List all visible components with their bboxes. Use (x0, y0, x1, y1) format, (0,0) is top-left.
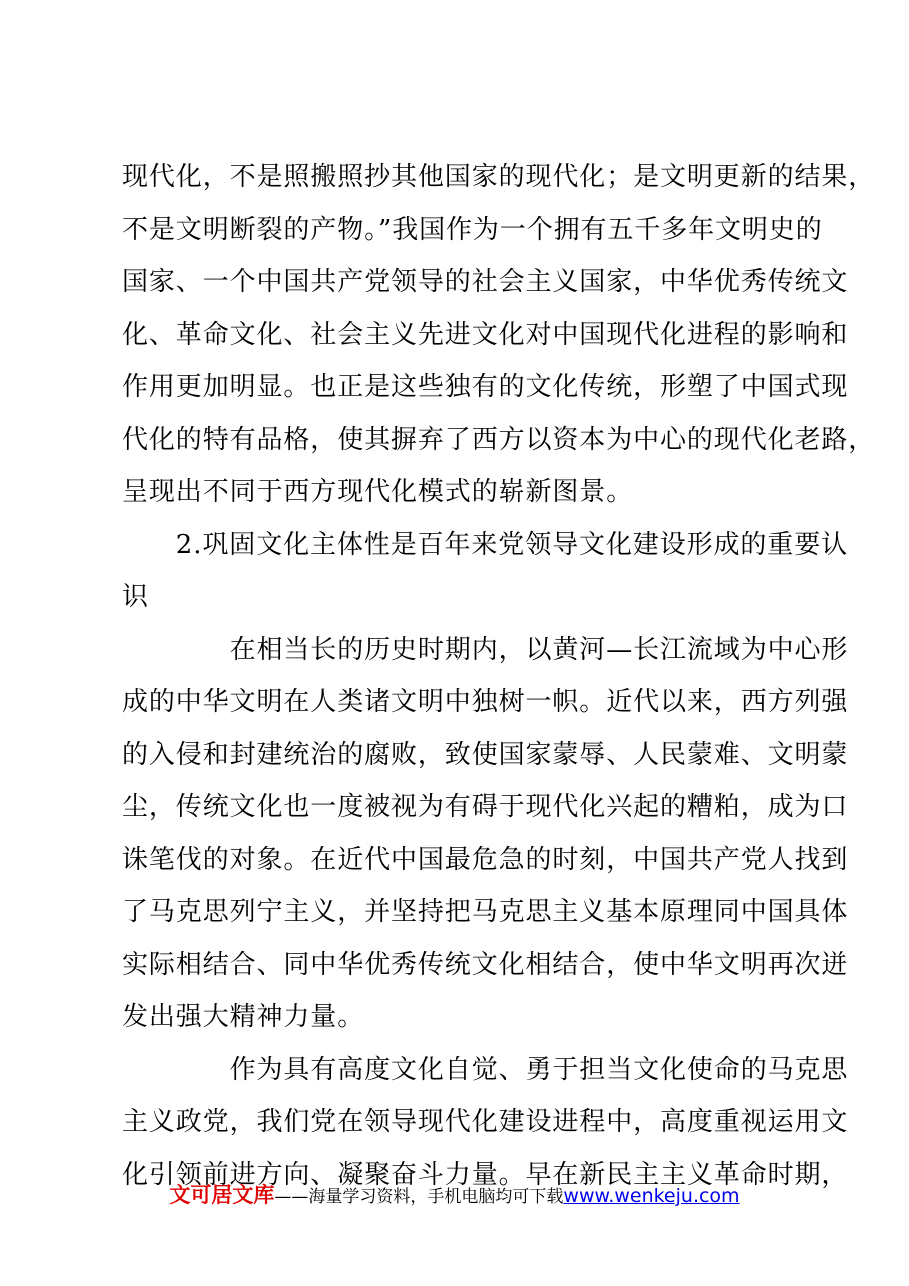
footer-brand: 文可居文库 (169, 1183, 275, 1207)
body-line: 尘，传统文化也一度被视为有碍于现代化兴起的糟粕，成为口 (122, 792, 849, 822)
footer-url-link[interactable]: www.wenkeju.com (563, 1185, 740, 1207)
body-line: 国家、一个中国共产党领导的社会主义国家，中华优秀传统文 (122, 267, 849, 297)
body-line: 呈现出不同于西方现代化模式的崭新图景。 (122, 477, 634, 507)
section-heading-line: 2.巩固文化主体性是百年来党领导文化建设形成的重要认 (122, 530, 849, 560)
body-line: 了马克思列宁主义，并坚持把马克思主义基本原理同中国具体 (122, 897, 849, 927)
body-line: 化引领前进方向、凝聚奋斗力量。早在新民主主义革命时期， (122, 1160, 849, 1190)
body-line: 作为具有高度文化自觉、勇于担当文化使命的马克思 (122, 1055, 849, 1085)
body-line: 主义政党，我们党在领导现代化建设进程中，高度重视运用文 (122, 1107, 849, 1137)
body-line: 在相当长的历史时期内，以黄河—长江流域为中心形 (122, 635, 849, 665)
body-line: 的入侵和封建统治的腐败，致使国家蒙辱、人民蒙难、文明蒙 (122, 740, 849, 770)
body-line: 诛笔伐的对象。在近代中国最危急的时刻，中国共产党人找到 (122, 845, 849, 875)
body-line: 成的中华文明在人类诸文明中独树一帜。近代以来，西方列强 (122, 687, 849, 717)
footer-tagline: ——海量学习资料，手机电脑均可下载 (274, 1187, 564, 1207)
body-line: 代化的特有品格，使其摒弃了西方以资本为中心的现代化老路， (122, 425, 876, 455)
body-line: 化、革命文化、社会主义先进文化对中国现代化进程的影响和 (122, 320, 849, 350)
footer-banner (0, 1180, 909, 1212)
body-line: 现代化，不是照搬照抄其他国家的现代化；是文明更新的结果， (122, 162, 876, 192)
body-line: 不是文明断裂的产物。”我国作为一个拥有五千多年文明史的 (122, 215, 823, 245)
body-line: 发出强大精神力量。 (122, 1002, 365, 1032)
section-heading-line: 识 (122, 582, 149, 612)
body-line: 实际相结合、同中华优秀传统文化相结合，使中华文明再次迸 (122, 950, 849, 980)
body-line: 作用更加明显。也正是这些独有的文化传统，形塑了中国式现 (122, 372, 849, 402)
